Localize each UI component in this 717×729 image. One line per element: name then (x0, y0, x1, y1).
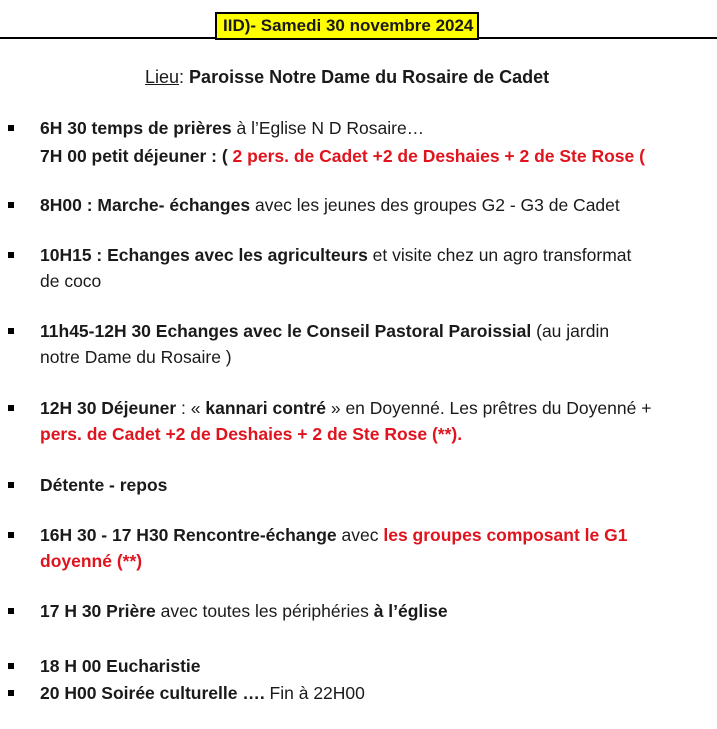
schedule-item-continuation (40, 423, 462, 445)
item-text: (au jardin (531, 321, 610, 341)
bullet-icon (8, 328, 14, 334)
page-title: IID)- Samedi 30 novembre 2024 (215, 12, 479, 40)
item-time: 6H 30 temps de prières (40, 118, 232, 138)
item-text: à l’Eglise N D Rosaire… (231, 118, 425, 138)
bullet-icon (8, 608, 14, 614)
bullet-icon (8, 532, 14, 538)
item-bold-text: kannari contré (205, 398, 326, 418)
bullet-icon (8, 663, 14, 669)
item-highlight: les groupes composant le G1 (383, 525, 628, 545)
item-text: avec toutes les périphéries (155, 601, 374, 621)
schedule-item (40, 117, 424, 139)
item-bold-text: à l’église (373, 601, 448, 621)
bullet-icon (8, 202, 14, 208)
item-text: Fin à 22H00 (264, 683, 365, 703)
item-time: Détente - repos (40, 475, 168, 495)
item-text: avec les jeunes des groupes G2 - G3 de Cadet (250, 195, 620, 215)
schedule-item (40, 194, 620, 216)
item-highlight: pers. de Cadet +2 de Deshaies + 2 de Ste Rose (**). (40, 424, 463, 444)
schedule-item (40, 655, 201, 677)
bullet-icon (8, 405, 14, 411)
schedule-item (40, 600, 448, 622)
item-time: 10H15 : Echanges avec les agriculteurs (40, 245, 368, 265)
item-text: » en Doyenné. Les prêtres du Doyenné + (325, 398, 652, 418)
item-time: 17 H 30 Prière (40, 601, 156, 621)
item-time: 18 H 00 Eucharistie (40, 656, 201, 676)
item-text: : « (176, 398, 206, 418)
schedule-item-continuation: de coco (40, 271, 102, 291)
schedule-item (40, 244, 631, 266)
schedule-item (40, 682, 365, 704)
item-time: 7H 00 petit déjeuner : ( (40, 146, 233, 166)
schedule-item (40, 397, 651, 419)
bullet-icon (8, 482, 14, 488)
item-text: et visite chez un agro transformat (367, 245, 632, 265)
bullet-icon (8, 252, 14, 258)
location-label: Lieu (145, 67, 180, 87)
item-text: avec (336, 525, 384, 545)
schedule-item (40, 474, 167, 496)
schedule-item-line2 (40, 145, 645, 167)
bullet-icon (8, 690, 14, 696)
location-separator: : (179, 67, 190, 87)
schedule-item-continuation (40, 550, 142, 572)
location-line (145, 67, 549, 88)
item-time: 20 H00 Soirée culturelle …. (40, 683, 265, 703)
item-highlight: 2 pers. de Cadet +2 de Deshaies + 2 de Ste Rose ( (232, 146, 645, 166)
schedule-item-continuation: notre Dame du Rosaire ) (40, 347, 232, 367)
item-time: 16H 30 - 17 H30 Rencontre-échange (40, 525, 337, 545)
location-value: Paroisse Notre Dame du Rosaire de Cadet (189, 67, 550, 87)
item-highlight: doyenné (**) (40, 551, 143, 571)
bullet-icon (8, 125, 14, 131)
schedule-item (40, 524, 627, 546)
item-time: 8H00 : Marche- échanges (40, 195, 251, 215)
item-time: 12H 30 Déjeuner (40, 398, 177, 418)
item-time: 11h45-12H 30 Echanges avec le Conseil Pastoral Paroissial (40, 321, 532, 341)
schedule-item (40, 320, 609, 342)
